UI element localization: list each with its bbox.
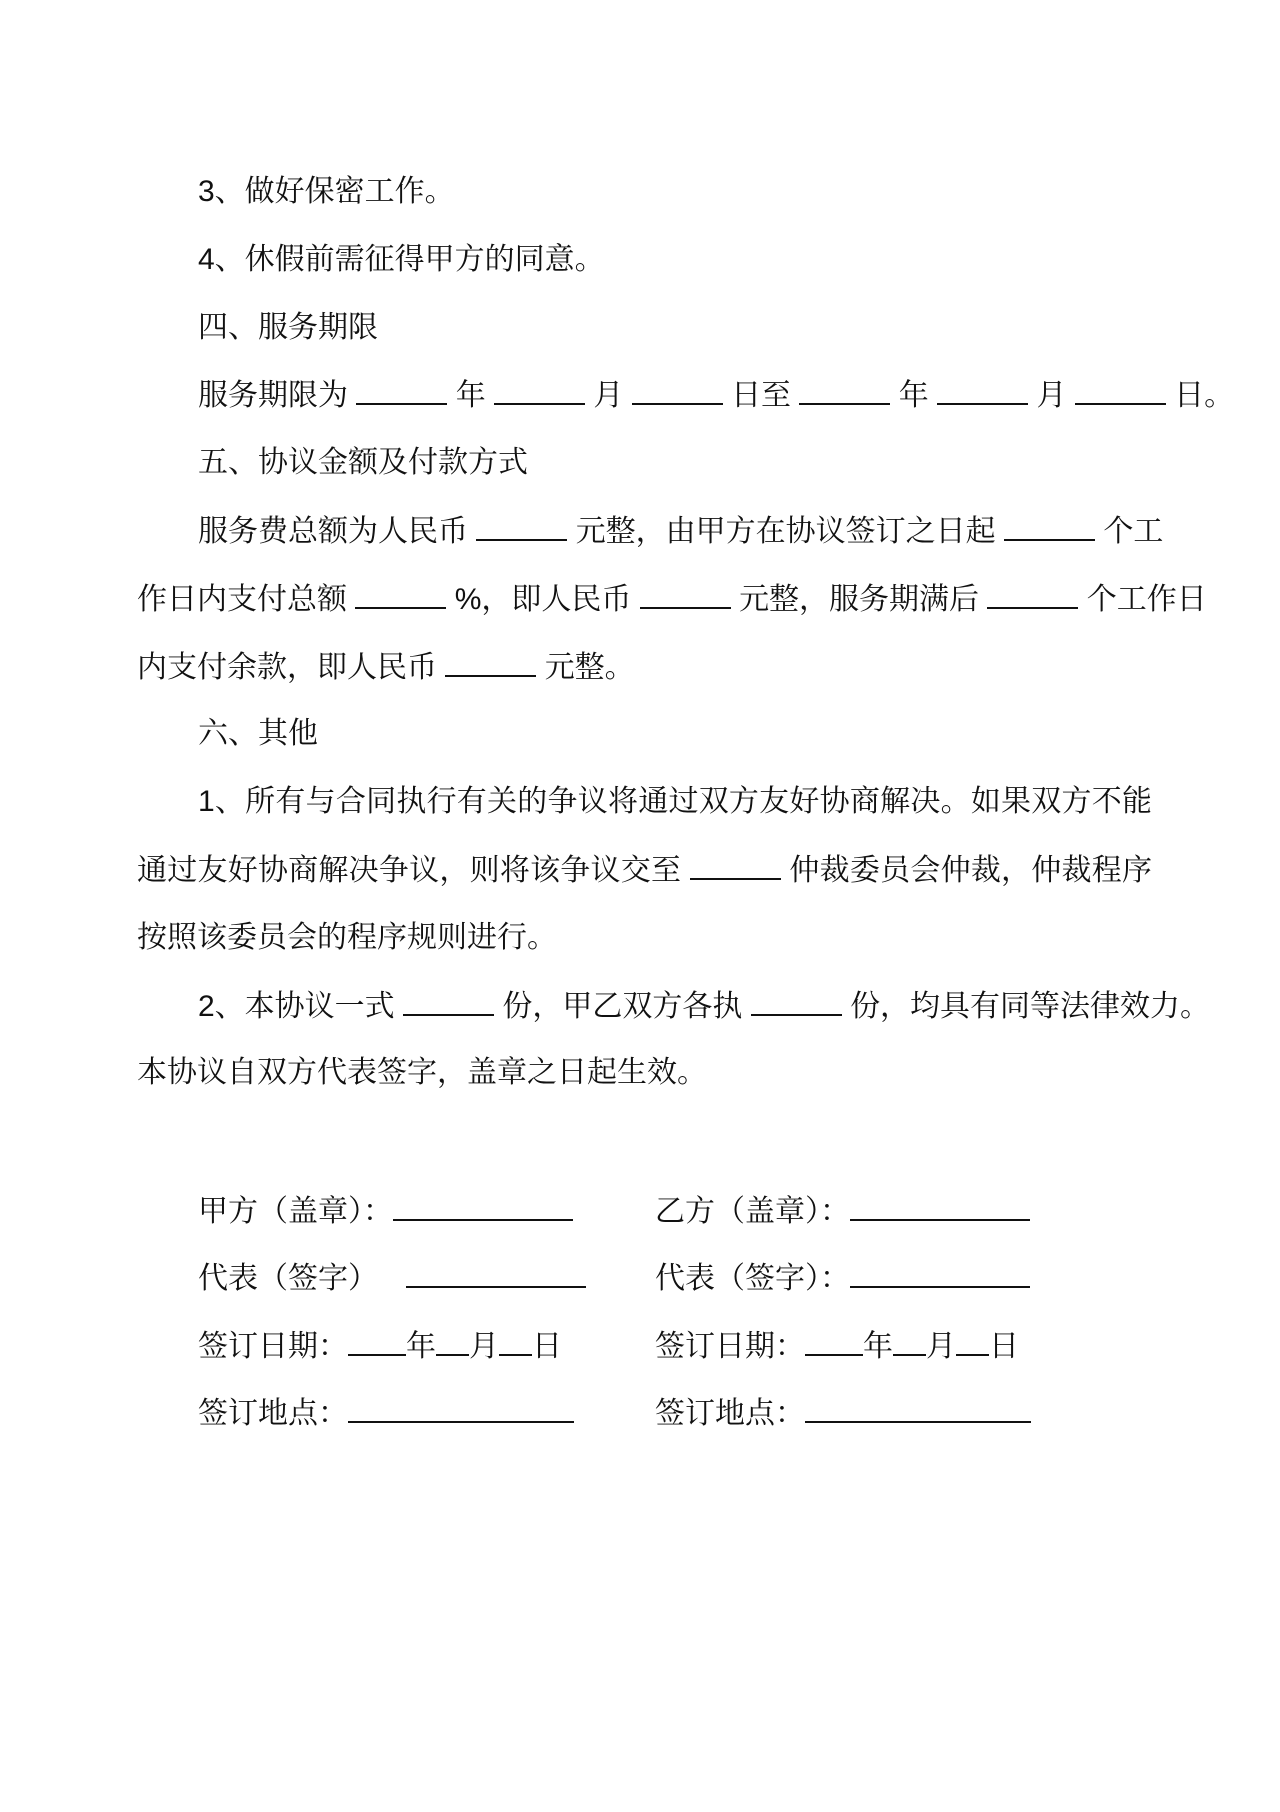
- fill-in-blank: [494, 375, 585, 405]
- text-segment: 仲裁委员会仲裁，仲裁程序: [789, 854, 1153, 887]
- text-segment: 4、休假前需征得甲方的同意。: [198, 242, 605, 276]
- text-segment: 本协议自双方代表签字，盖章之日起生效。: [137, 1056, 707, 1090]
- fill-in-blank: [1004, 511, 1095, 541]
- text-line: [198, 443, 1152, 483]
- party-b-place-row: [655, 1393, 1031, 1433]
- text-line: [137, 647, 1152, 687]
- party-a-seal-row: [198, 1191, 573, 1231]
- text-segment: 年: [898, 379, 929, 413]
- text-line: [198, 308, 1152, 348]
- blank-line: [893, 1326, 926, 1356]
- label: 日: [989, 1330, 1019, 1363]
- fill-in-blank: [640, 579, 731, 609]
- text-line: [137, 918, 1152, 958]
- label: 年: [863, 1330, 893, 1363]
- text-line: [198, 375, 1235, 415]
- party-a-rep-row: [198, 1258, 586, 1298]
- blank-line: [805, 1326, 863, 1356]
- text-segment: %，即人民币: [454, 582, 632, 616]
- blank-line: [348, 1326, 406, 1356]
- text-segment: 服务费总额为人民币: [198, 515, 468, 548]
- text-line: [137, 850, 1152, 890]
- text-segment: 按照该委员会的程序规则进行。: [137, 920, 557, 954]
- fill-in-blank: [1075, 375, 1166, 405]
- text-segment: 日至: [731, 379, 792, 413]
- text-line: [198, 986, 1211, 1026]
- party-b-date-row: [655, 1326, 1019, 1366]
- text-segment: 通过友好协商解决争议，则将该争议交至: [137, 854, 682, 887]
- text-segment: 元整，服务期满后: [739, 582, 980, 616]
- text-segment: 1、所有与合同执行有关的争议将通过双方友好协商解决。如果双方不能: [198, 785, 1152, 819]
- text-segment: 日。: [1174, 379, 1235, 413]
- text-segment: 月: [593, 379, 624, 413]
- blank-line: [956, 1326, 989, 1356]
- text-line: [137, 1053, 1152, 1093]
- blank-line: [499, 1326, 532, 1356]
- text-segment: 四、服务期限: [198, 310, 378, 344]
- label: 年: [406, 1330, 436, 1363]
- fill-in-blank: [690, 850, 781, 880]
- fill-in-blank: [987, 579, 1078, 609]
- blank-line: [348, 1393, 574, 1423]
- text-segment: 年: [455, 379, 486, 413]
- text-line: [198, 714, 1152, 754]
- text-segment: 元整。: [544, 650, 635, 684]
- text-segment: 个工作日: [1086, 582, 1207, 616]
- text-segment: 3、做好保密工作。: [198, 175, 455, 208]
- blank-line: [805, 1393, 1031, 1423]
- party-a-date-row: [198, 1326, 562, 1366]
- text-line: [198, 782, 1152, 822]
- party-a-place-row: [198, 1393, 574, 1433]
- label: 签订地点：: [655, 1397, 805, 1430]
- blank-line: [436, 1326, 469, 1356]
- label: 日: [532, 1330, 562, 1363]
- party-b-seal-row: [655, 1191, 1030, 1231]
- text-segment: 元整，由甲方在协议签订之日起: [575, 515, 996, 548]
- label: 乙方（盖章）：: [655, 1195, 850, 1228]
- blank-line: [393, 1191, 573, 1221]
- label: 签订日期：: [655, 1330, 805, 1363]
- blank-line: [406, 1258, 586, 1288]
- text-segment: 作日内支付总额: [137, 582, 347, 616]
- text-segment: 五、协议金额及付款方式: [198, 446, 528, 480]
- fill-in-blank: [403, 986, 494, 1016]
- label: 签订地点：: [198, 1397, 348, 1430]
- text-segment: 份，甲乙双方各执: [502, 989, 743, 1023]
- fill-in-blank: [937, 375, 1028, 405]
- label: 代表（签字）: [198, 1262, 378, 1295]
- text-line: [198, 240, 1152, 280]
- label: 甲方（盖章）：: [198, 1195, 393, 1228]
- party-b-rep-row: [655, 1258, 1030, 1298]
- blank-line: [850, 1191, 1030, 1221]
- text-segment: 2、本协议一式: [198, 989, 395, 1023]
- fill-in-blank: [445, 647, 536, 677]
- text-segment: 内支付余款，即人民币: [137, 650, 437, 684]
- fill-in-blank: [799, 375, 890, 405]
- fill-in-blank: [476, 511, 567, 541]
- text-segment: 月: [1036, 379, 1067, 413]
- fill-in-blank: [751, 986, 842, 1016]
- text-line: [137, 579, 1207, 619]
- label: 月: [926, 1330, 956, 1363]
- text-segment: 六、其他: [198, 717, 318, 751]
- fill-in-blank: [355, 579, 446, 609]
- text-line: [198, 511, 1164, 551]
- label: 月: [469, 1330, 499, 1363]
- text-segment: 个工: [1103, 515, 1164, 548]
- text-segment: 服务期限为: [198, 379, 348, 413]
- label: 代表（签字）：: [655, 1262, 850, 1295]
- text-segment: 份，均具有同等法律效力。: [850, 989, 1211, 1023]
- label: 签订日期：: [198, 1330, 348, 1363]
- fill-in-blank: [632, 375, 723, 405]
- blank-line: [850, 1258, 1030, 1288]
- fill-in-blank: [356, 375, 447, 405]
- text-line: [198, 172, 1152, 212]
